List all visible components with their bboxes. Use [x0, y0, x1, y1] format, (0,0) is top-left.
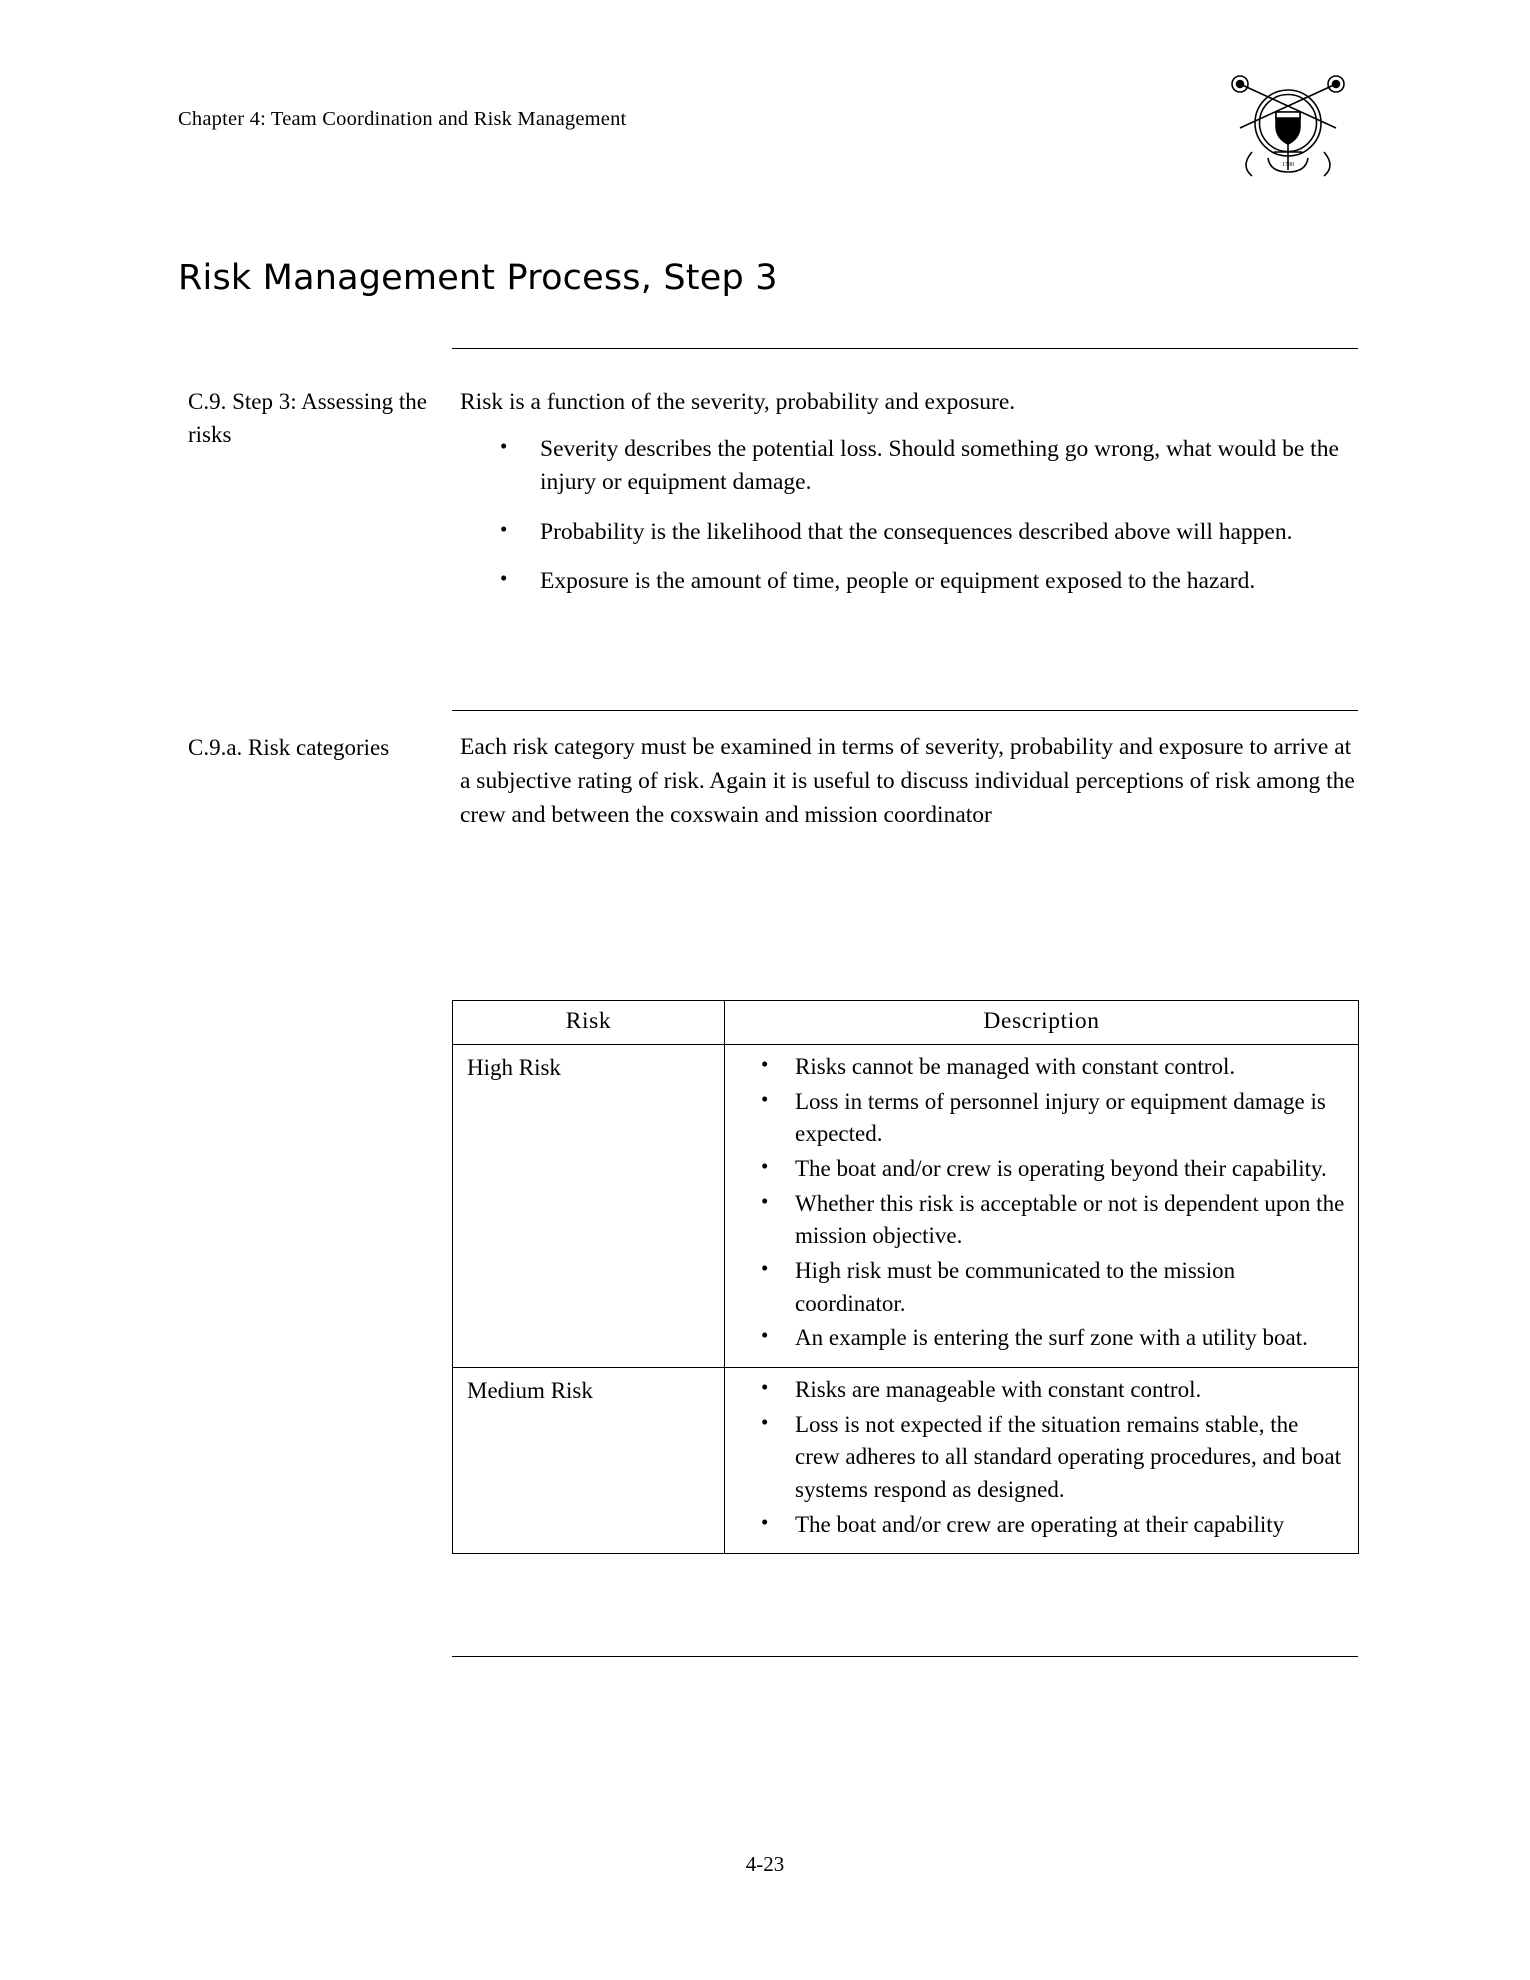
section-c9-intro: Risk is a function of the severity, probability and exposure.	[460, 389, 1016, 415]
section-divider-bottom	[452, 1656, 1358, 1657]
section-c9-bullet-list	[460, 433, 1360, 598]
list-item: • The boat and/or crew are operating at their capability	[739, 1509, 1348, 1542]
risk-categories-table	[452, 1000, 1359, 1554]
page-footer	[0, 1852, 1530, 1877]
section-body-c9	[460, 385, 1360, 615]
column-header-description: Description	[725, 1001, 1359, 1045]
description-bullet-list	[739, 1374, 1348, 1541]
risk-level-high: High Risk	[453, 1045, 725, 1368]
list-item: • Risks are manageable with constant control.	[739, 1374, 1348, 1407]
table-row	[453, 1367, 1359, 1553]
section-label-c9: C.9. Step 3: Assessing the risks	[188, 389, 427, 447]
risk-description-medium	[725, 1367, 1359, 1553]
list-item: • Loss in terms of personnel injury or equipment damage is expected.	[739, 1086, 1348, 1151]
section-divider-top	[452, 348, 1358, 349]
chapter-heading: Chapter 4: Team Coordination and Risk Management	[178, 108, 627, 130]
risk-description-high	[725, 1045, 1359, 1368]
page-header	[178, 108, 1358, 168]
section-label-c9a: C.9.a. Risk categories	[188, 735, 390, 760]
section-body-c9a	[460, 730, 1360, 836]
list-item: • Probability is the likelihood that the consequences described above will happen.	[460, 516, 1360, 549]
list-item: • Exposure is the amount of time, people or equipment exposed to the hazard.	[460, 565, 1360, 598]
list-item: • Loss is not expected if the situation remains stable, the crew adheres to all standard operating procedures, and boat systems respond as designed.	[739, 1409, 1348, 1507]
us-coast-guard-seal-icon	[1218, 66, 1358, 181]
list-item: • Severity describes the potential loss. Should something go wrong, what would be the injury or equipment damage.	[460, 433, 1360, 500]
section-divider-middle	[452, 710, 1358, 711]
svg-text:1790: 1790	[1282, 162, 1294, 168]
table-header-row	[453, 1001, 1359, 1045]
page-title: Risk Management Process, Step 3	[178, 258, 778, 298]
list-item: • An example is entering the surf zone with a utility boat.	[739, 1322, 1348, 1355]
risk-level-medium: Medium Risk	[453, 1367, 725, 1553]
list-item: • The boat and/or crew is operating beyond their capability.	[739, 1153, 1348, 1186]
description-bullet-list	[739, 1051, 1348, 1355]
column-header-risk: Risk	[453, 1001, 725, 1045]
section-c9a-intro: Each risk category must be examined in terms of severity, probability and exposure to arrive at a subjective rating of risk. Again it is useful to discuss individual perceptions of risk among the crew and between the coxswain and mission coordinator	[460, 734, 1355, 829]
list-item: • Risks cannot be managed with constant control.	[739, 1051, 1348, 1084]
table-row	[453, 1045, 1359, 1368]
list-item: • Whether this risk is acceptable or not is dependent upon the mission objective.	[739, 1188, 1348, 1253]
list-item: • High risk must be communicated to the mission coordinator.	[739, 1255, 1348, 1320]
page-number: 4-23	[745, 1852, 785, 1876]
